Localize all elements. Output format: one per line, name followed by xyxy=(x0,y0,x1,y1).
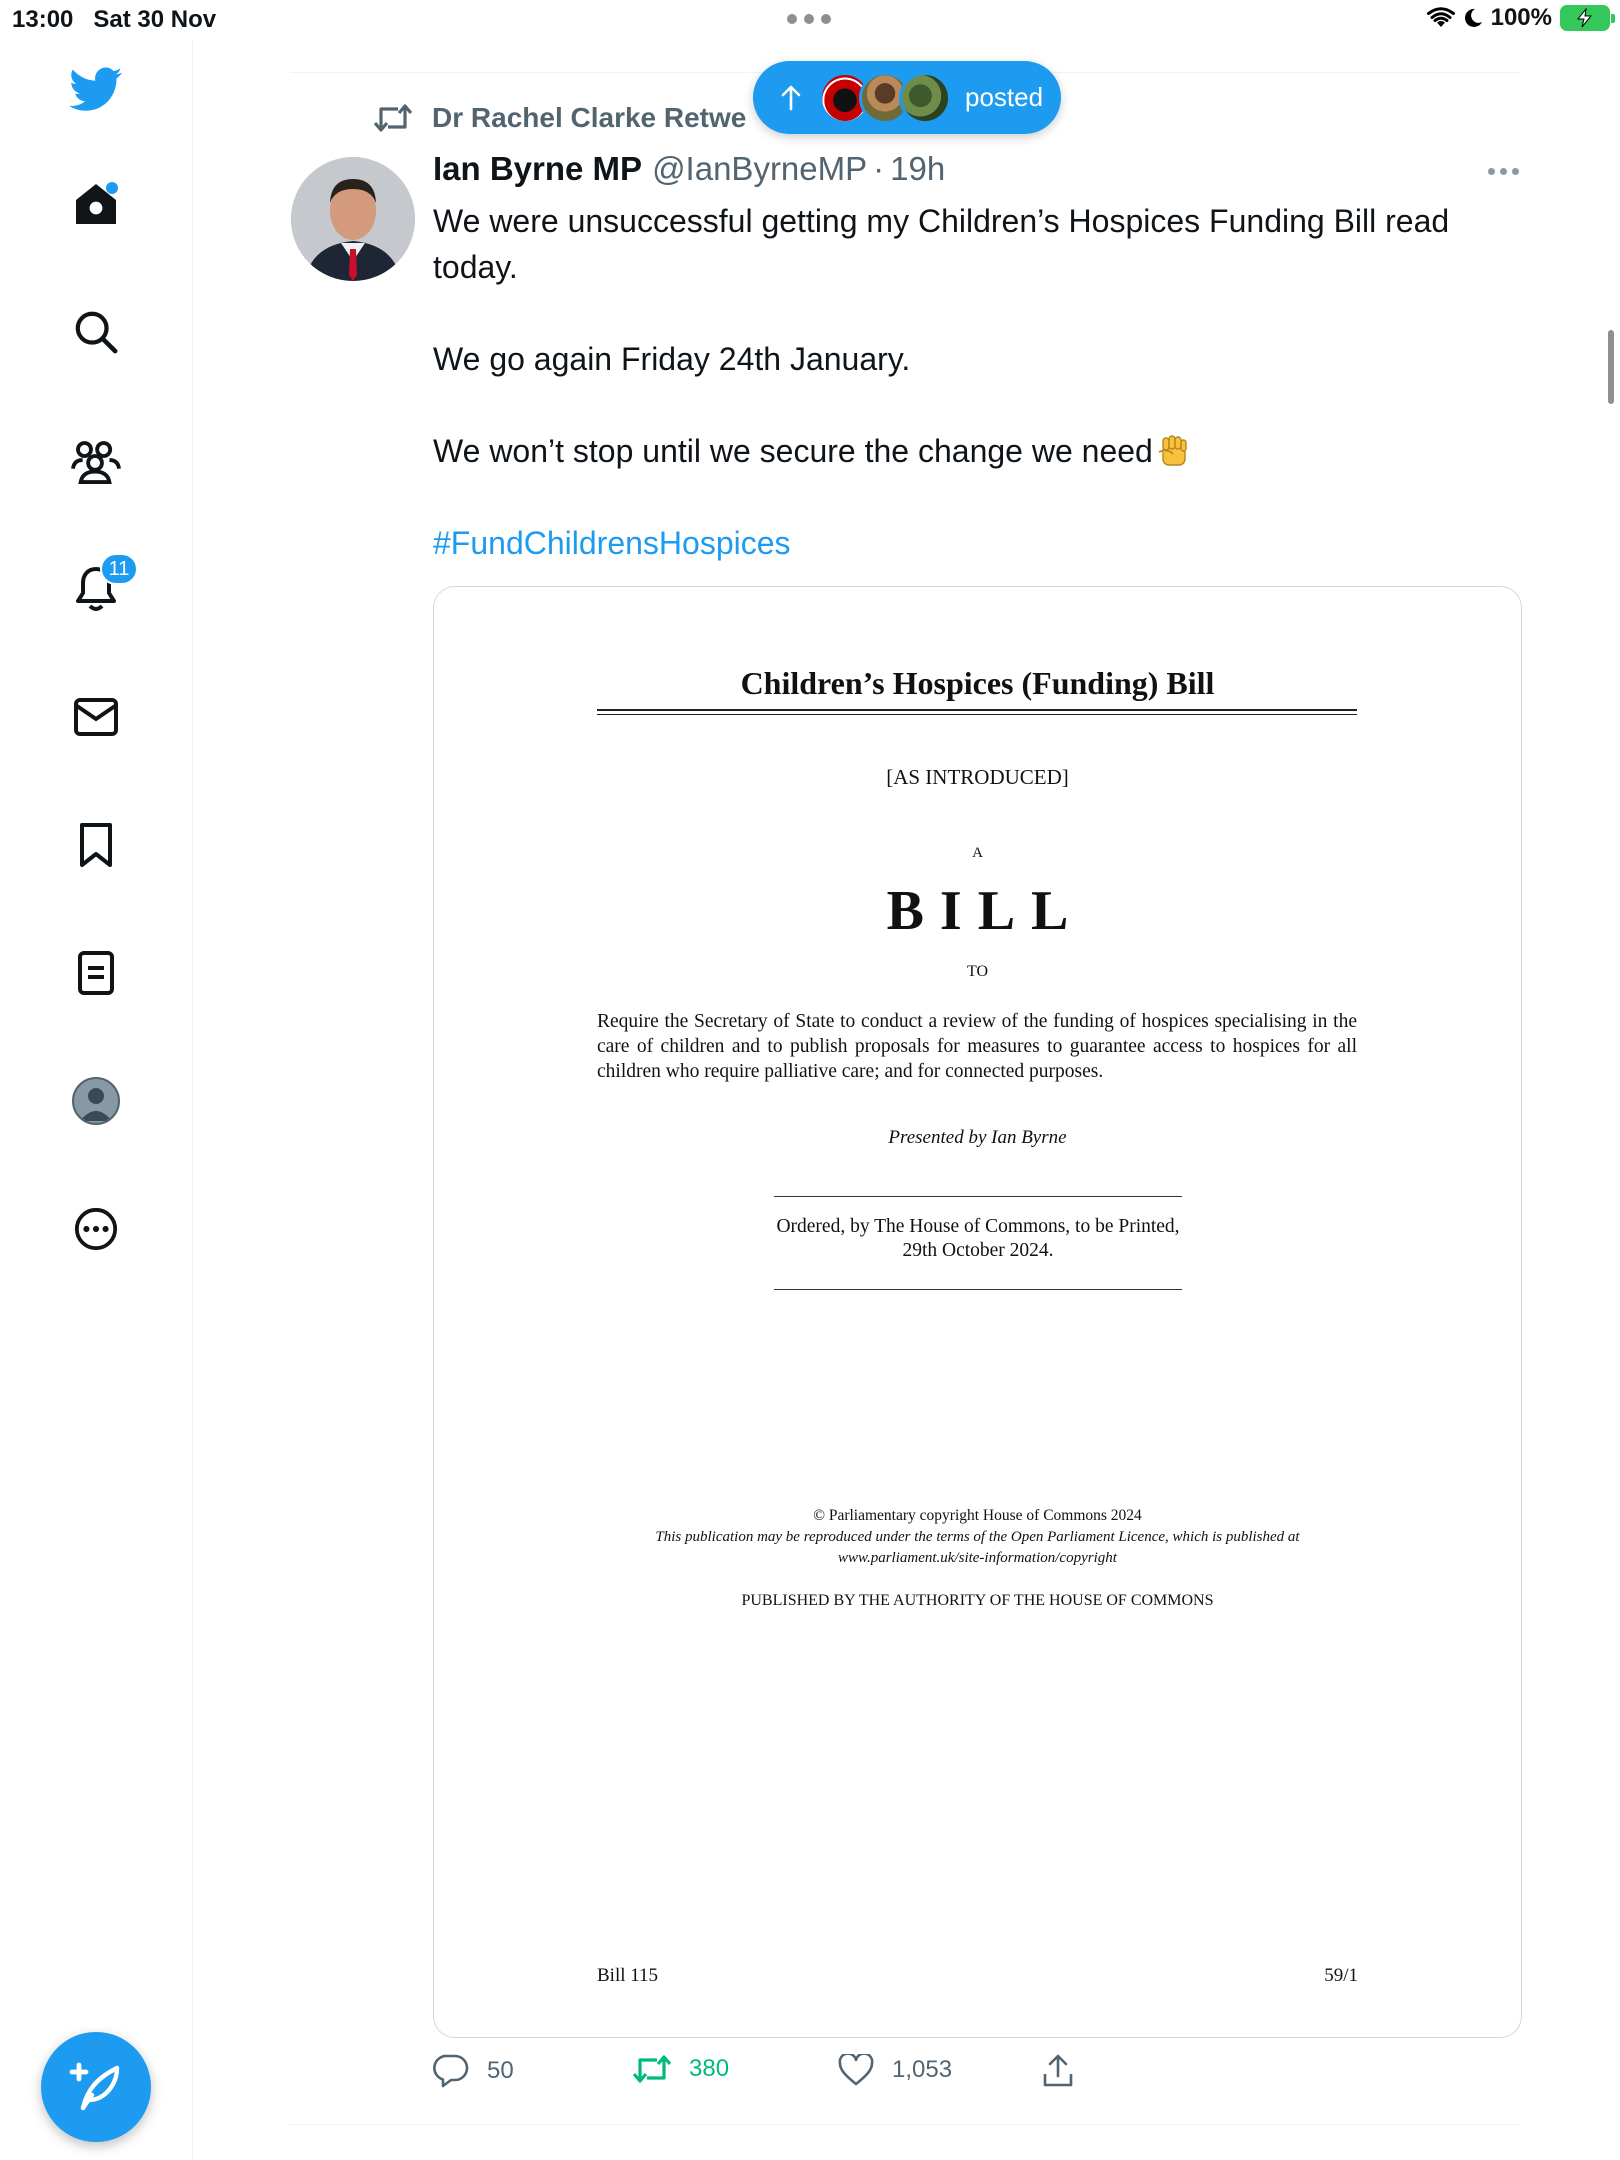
doc-bill-number: Bill 115 xyxy=(597,1965,659,1986)
reply-count: 50 xyxy=(487,2057,514,2084)
doc-a: A xyxy=(972,845,983,861)
pill-avatars xyxy=(819,72,951,124)
pill-avatar-3 xyxy=(899,72,951,124)
doc-ordered: Ordered, by The House of Commons, to be Printed, 29th October 2024. xyxy=(776,1216,1180,1261)
like-count: 1,053 xyxy=(892,2056,953,2083)
doc-as-introduced: [AS INTRODUCED] xyxy=(886,765,1069,789)
status-bar xyxy=(0,0,1620,40)
scroll-indicator[interactable] xyxy=(1608,330,1614,404)
moon-icon xyxy=(1463,7,1483,29)
compose-feather-icon xyxy=(69,2060,123,2114)
home-icon[interactable] xyxy=(68,176,124,232)
reply-icon xyxy=(433,2054,469,2088)
posted-label: posted xyxy=(965,82,1044,112)
doc-code: 59/1 xyxy=(1324,1965,1358,1986)
timeline-divider-bottom xyxy=(290,2124,1520,2125)
doc-published-by: PUBLISHED BY THE AUTHORITY OF THE HOUSE OF COMMONS xyxy=(741,1592,1214,1609)
lists-icon[interactable] xyxy=(68,945,124,1001)
doc-title-rule xyxy=(597,709,1357,711)
doc-title: Children’s Hospices (Funding) Bill xyxy=(740,665,1215,701)
attached-document-image[interactable] xyxy=(433,586,1522,2038)
heart-icon xyxy=(838,2054,874,2086)
share-icon xyxy=(1042,2054,1074,2088)
reply-button[interactable] xyxy=(433,2054,514,2088)
retweeted-by-label: Dr Rachel Clarke Retwe xyxy=(432,102,747,133)
doc-purpose: Require the Secretary of State to conduct a review of the funding of hospices specialising in the care of children and to publish proposals for measures to guarantee access to hospices for all children who require palliative care; and for connected purposes. xyxy=(597,1011,1357,1082)
retweet-icon xyxy=(374,103,412,133)
sidebar-nav xyxy=(0,40,193,2160)
author-handle[interactable]: @IanByrneMP xyxy=(652,150,868,187)
twitter-logo-icon[interactable] xyxy=(68,62,124,118)
doc-bill-heading: BILL xyxy=(886,880,1085,942)
multitasking-dots-icon[interactable] xyxy=(787,14,831,24)
tweet-text-line-2: We go again Friday 24th January. xyxy=(433,341,911,377)
raised-fist-emoji-icon xyxy=(1153,430,1193,470)
tweet-header xyxy=(433,150,945,188)
wifi-icon xyxy=(1427,7,1455,29)
tweet-text-line-3-text: We won’t stop until we secure the change we need xyxy=(433,433,1153,469)
status-time-date xyxy=(12,6,216,34)
doc-licence-url: www.parliament.uk/site-information/copyright xyxy=(838,1550,1117,1566)
battery-percent: 100% xyxy=(1490,4,1552,31)
tweet-text-line-1: We were unsuccessful getting my Children’s Hospices Funding Bill read today. xyxy=(433,203,1450,285)
header-separator: · xyxy=(873,150,885,187)
retweeted-by-row[interactable] xyxy=(374,102,746,134)
notifications-icon[interactable] xyxy=(68,557,130,617)
status-time: 13:00 xyxy=(12,6,74,33)
doc-licence: This publication may be reproduced under the terms of the Open Parliament Licence, which is published at xyxy=(655,1529,1300,1545)
hashtag-link[interactable]: #FundChildrensHospices xyxy=(433,525,791,561)
retweet-action-icon xyxy=(633,2054,671,2084)
tweet-more-options-icon[interactable] xyxy=(1488,168,1519,175)
more-icon[interactable] xyxy=(68,1201,124,1257)
author-name[interactable]: Ian Byrne MP xyxy=(433,150,643,187)
retweet-count: 380 xyxy=(689,2055,730,2082)
doc-to: TO xyxy=(966,963,989,980)
new-posts-pill[interactable] xyxy=(753,61,1061,134)
profile-avatar xyxy=(72,1077,120,1125)
tweet-body xyxy=(433,198,1513,612)
search-icon[interactable] xyxy=(68,304,124,360)
author-avatar[interactable] xyxy=(291,157,415,281)
status-indicators xyxy=(1427,4,1610,32)
notifications-badge: 11 xyxy=(100,553,138,585)
doc-divider-top xyxy=(774,1196,1182,1197)
communities-icon[interactable] xyxy=(68,433,124,489)
profile-icon[interactable] xyxy=(68,1073,124,1129)
like-button[interactable] xyxy=(838,2054,952,2086)
retweet-button[interactable] xyxy=(633,2054,729,2084)
doc-copyright: © Parliamentary copyright House of Commons 2024 xyxy=(813,1507,1142,1524)
doc-presented-by: Presented by Ian Byrne xyxy=(888,1127,1067,1148)
battery-charging-icon xyxy=(1560,5,1610,31)
bookmarks-icon[interactable] xyxy=(68,817,124,873)
home-unread-dot xyxy=(106,182,118,194)
share-button[interactable] xyxy=(1042,2054,1092,2088)
doc-divider-bottom xyxy=(774,1289,1182,1290)
doc-title-rule-2 xyxy=(597,714,1357,715)
compose-tweet-button[interactable] xyxy=(41,2032,151,2142)
arrow-up-icon xyxy=(763,85,819,111)
status-date: Sat 30 Nov xyxy=(93,6,217,33)
tweet-timestamp[interactable]: 19h xyxy=(890,150,946,187)
messages-icon[interactable] xyxy=(68,689,124,745)
tweet-text-line-3 xyxy=(433,428,1513,474)
